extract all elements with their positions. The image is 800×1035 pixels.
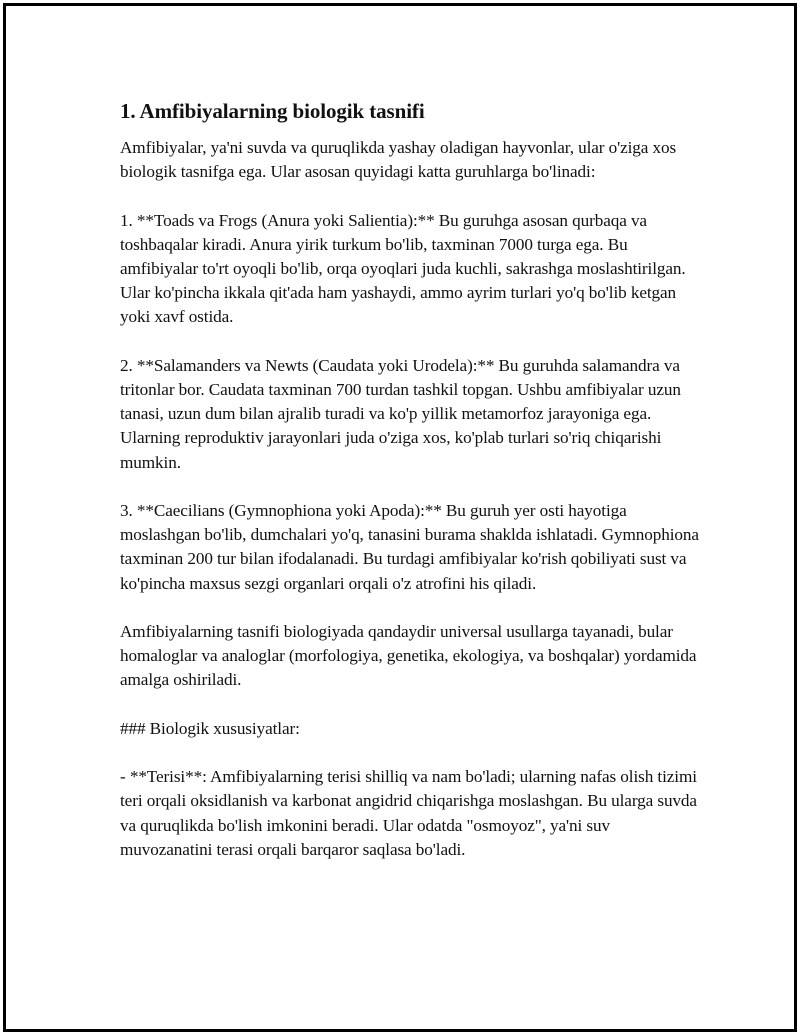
section-heading: ### Biologik xususiyatlar: — [120, 718, 300, 738]
gymnophiona-paragraph: 3. **Caecilians (Gymnophiona yoki Apoda):** Bu guruh yer osti hayotiga moslashgan bo'lib, dumchalari yo'q, tanasini burama shaklda ishlatadi. Gymnophiona taxminan 200 tur bilan ifodalanadi. Bu turdagi amfibiyalar ko'rish qobiliyati sust va ko'pincha maxsus sezgi organlari orqali o'z atrofini his qiladi. — [120, 501, 699, 593]
intro-paragraph: Amfibiyalar, ya'ni suvda va quruqlikda yashay oladigan hayvonlar, ular o'ziga xos biologik tasnifga ega. Ular asosan quyidagi katta guruhlarga bo'linadi: — [120, 138, 677, 182]
document-title: 1. Amfibiyalarning biologik tasnifi — [120, 99, 425, 123]
classification-paragraph: Amfibiyalarning tasnifi biologiyada qandaydir universal usullarga tayanadi, bular homaloglar va analoglar (morfologiya, genetika, ekologiya, va boshqalar) yordamida amalga oshiriladi. — [120, 622, 697, 690]
document-body — [120, 96, 700, 886]
anura-paragraph: 1. **Toads va Frogs (Anura yoki Salientia):** Bu guruhga asosan qurbaqa va toshbaqalar kiradi. Anura yirik turkum bo'lib, taxminan 7000 turga ega. Bu amfibiyalar to'rt oyoqli bo'lib, orqa oyoqlari juda kuchli, sakrashga moslashtirilgan. Ular ko'pincha ikkala qit'ada ham yashaydi, ammo ayrim turlari yo'q bo'lib ketgan yoki xavf ostida. — [120, 210, 686, 327]
caudata-paragraph: 2. **Salamanders va Newts (Caudata yoki Urodela):** Bu guruhda salamandra va tritonlar bor. Caudata taxminan 700 turdan tashkil topgan. Ushbu amfibiyalar uzun tanasi, uzun dum bilan ajralib turadi va ko'p yillik metamorfoz jarayoniga ega. Ularning reproduktiv jarayonlari juda o'ziga xos, ko'plab turlari so'riq chiqarishi mumkin. — [120, 355, 681, 472]
skin-paragraph: - **Terisi**: Amfibiyalarning terisi shilliq va nam bo'ladi; ularning nafas olish tizimi teri orqali oksidlanish va karbonat angidrid chiqarishga moslashgan. Bu ularga suvda va quruqlikda bo'lish imkonini beradi. Ular odatda "osmoyoz", ya'ni suv muvozanatini terasi orqali barqaror saqlasa bo'ladi. — [120, 767, 697, 859]
page-frame — [3, 3, 797, 1032]
